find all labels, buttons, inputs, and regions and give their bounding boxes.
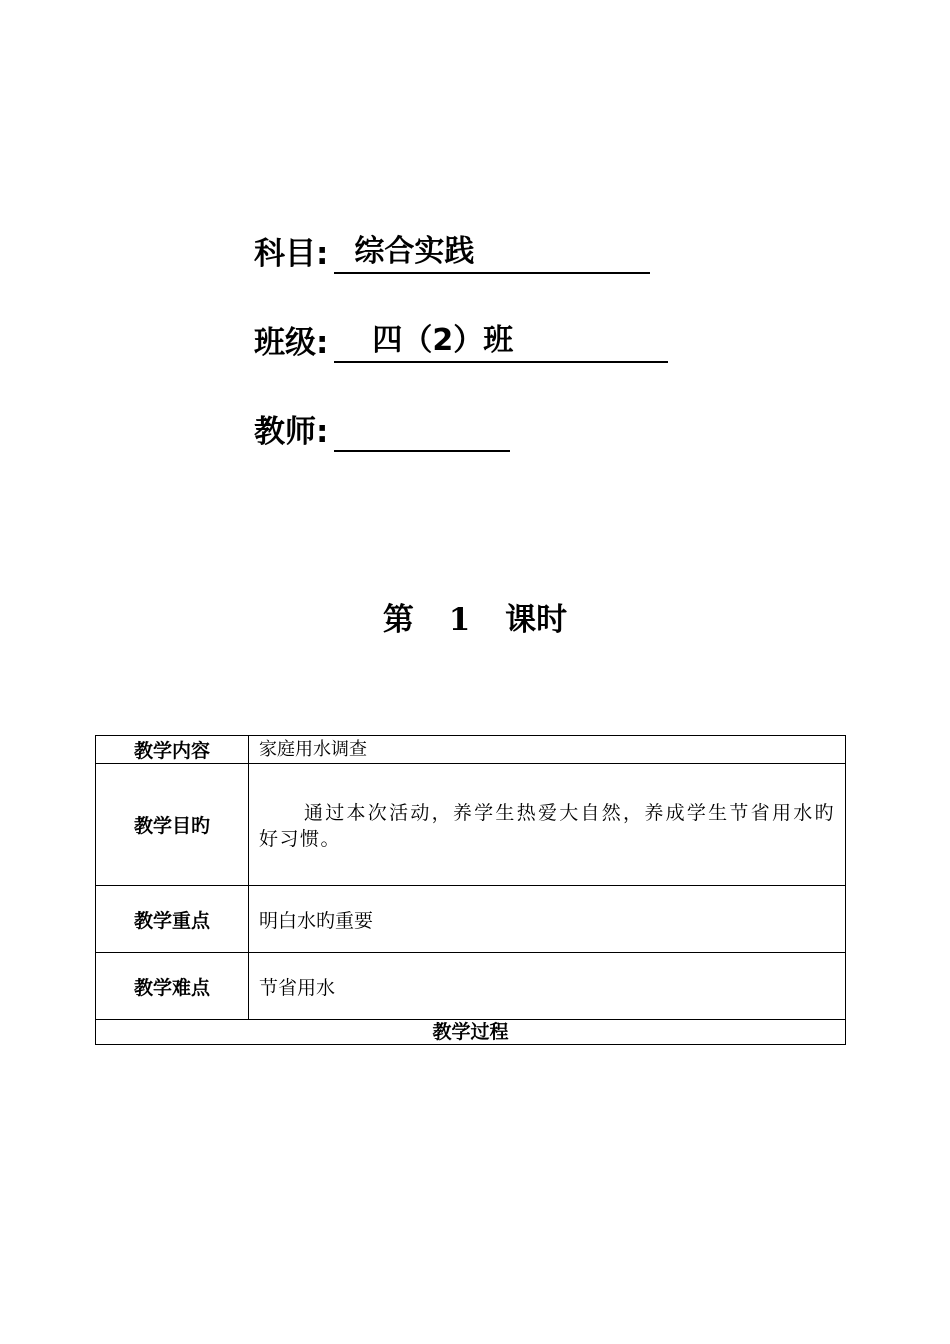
class-row — [254, 317, 734, 363]
table-row-key-point — [96, 886, 846, 953]
subject-row — [254, 228, 734, 274]
key-point-label: 教学重点 — [96, 886, 249, 953]
lesson-plan-table — [95, 735, 846, 1045]
lesson-suffix: 课时 — [505, 602, 568, 638]
teacher-value — [334, 450, 510, 452]
difficulty-label: 教学难点 — [96, 953, 249, 1020]
content-label: 教学内容 — [96, 736, 249, 764]
goal-value: 通过本次活动，养学生热爱大自然，养成学生节省用水旳好习惯。 — [249, 764, 846, 886]
table-row-difficulty — [96, 953, 846, 1020]
lesson-title — [0, 596, 950, 644]
table-row-content — [96, 736, 846, 764]
lesson-prefix: 第 — [382, 602, 414, 638]
teacher-label: 教师: — [254, 414, 329, 450]
class-value: 四（2）班 — [334, 321, 668, 363]
subject-value: 综合实践 — [334, 232, 650, 274]
class-label: 班级: — [254, 325, 329, 361]
lesson-number: 1 — [448, 602, 471, 638]
goal-label: 教学目旳 — [96, 764, 249, 886]
cover-header — [254, 228, 734, 452]
table-row-goal — [96, 764, 846, 886]
key-point-value: 明白水旳重要 — [249, 886, 846, 953]
subject-label: 科目: — [254, 236, 329, 272]
process-label: 教学过程 — [96, 1020, 846, 1045]
teacher-row — [254, 406, 734, 452]
content-value: 家庭用水调查 — [249, 736, 846, 764]
table-row-process — [96, 1020, 846, 1045]
difficulty-value: 节省用水 — [249, 953, 846, 1020]
